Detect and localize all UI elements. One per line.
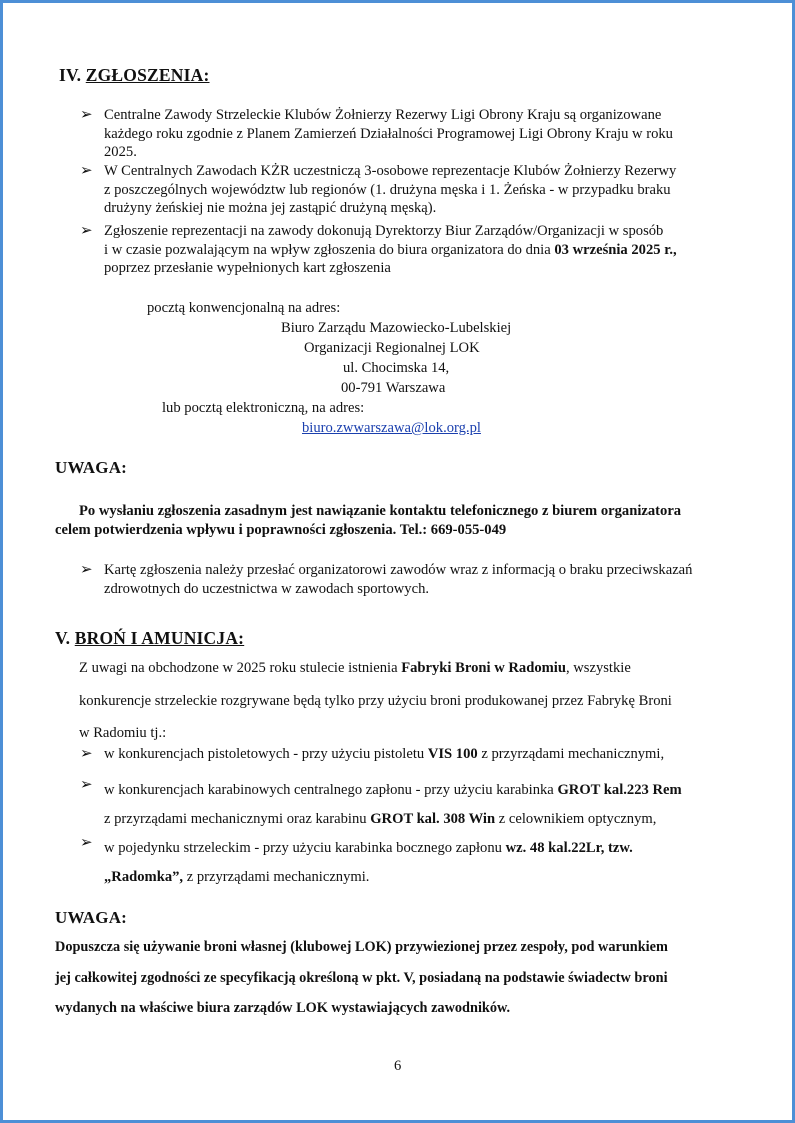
mail-intro: pocztą konwencjonalną na adres: [147,300,341,316]
section-5-bullet-2 [104,776,764,834]
section-4-heading [59,65,210,86]
bullet-arrow-icon: ➢ [80,746,93,762]
email-intro: lub pocztą elektroniczną, na adres: [162,400,365,416]
bullet-line: drużyny żeńskiej nie można jej zastąpić drużyną męską). [104,200,437,217]
section-4-title: ZGŁOSZENIA: [85,65,210,85]
section-4-number: IV. [59,65,82,85]
deadline-date: 03 września 2025 r., [554,241,677,258]
bullet-line [104,863,764,892]
note-2-line-2: jej całkowitej zgodności ze specyfikacją określoną w pkt. V, posiadaną na podstawie świadectw broni [55,969,668,986]
note-1-title: UWAGA: [55,458,128,477]
bullet-line: Centralne Zawody Strzeleckie Klubów Żołnierzy Rezerwy Ligi Obrony Kraju są organizowane [104,107,662,123]
bullet-line: zdrowotnych do uczestnictwa w zawodach sportowych. [104,580,430,597]
bullet-text: i w czasie pozwalającym na wpływ zgłoszenia do biura organizatora do dnia [104,241,555,258]
bullet-text: w konkurencjach pistoletowych - przy użyciu pistoletu [104,746,428,762]
intro-text: , wszystkie [565,660,631,676]
address-line-4: 00-791 Warszawa [341,380,446,396]
intro-text: Z uwagi na obchodzone w 2025 roku stulecie istnienia [79,660,402,676]
bullet-line: 2025. [104,144,137,161]
weapon-nickname: „Radomka”, [104,869,184,885]
note-1-line-1: Po wysłaniu zgłoszenia zasadnym jest nawiązanie kontaktu telefonicznego z biurem organizatora [79,503,682,519]
intro-line-2: konkurencje strzeleckie rozgrywane będą tylko przy użyciu broni produkowanej przez Fabrykę Broni [79,692,672,709]
bullet-text: w pojedynku strzeleckim - przy użyciu karabinka bocznego zapłonu [104,840,506,856]
section-5-bullet-3 [104,834,764,892]
bullet-line [104,805,764,834]
bullet-line: W Centralnych Zawodach KŻR uczestniczą 3-osobowe reprezentacje Klubów Żołnierzy Rezerwy [104,163,677,179]
section-5-intro [79,652,759,750]
bullet-arrow-icon: ➢ [80,223,93,239]
bullet-arrow-icon: ➢ [80,777,93,793]
page-number: 6 [394,1058,402,1074]
bullet-line [104,834,764,863]
section-5-number: V. [55,628,71,648]
note-1-bullet [104,561,764,598]
address-line-3: ul. Chocimska 14, [343,360,450,376]
section-5-title: BROŃ I AMUNICJA: [74,628,245,648]
bullet-line: Kartę zgłoszenia należy przesłać organizatorowi zawodów wraz z informacją o braku przeciwskazań [104,562,693,578]
note-2-line-1: Dopuszcza się używanie broni własnej (klubowej LOK) przywiezionej przez zespoły, pod warunkiem [55,939,668,955]
intro-factory: Fabryki Broni w Radomiu [401,660,566,676]
bullet-line: poprzez przesłanie wypełnionych kart zgłoszenia [104,260,391,277]
bullet-line: z poszczególnych województw lub regionów (1. drużyna męska i 1. Żeńska - w przypadku braku [104,181,671,198]
note-1-line-2: celem potwierdzenia wpływu i poprawności zgłoszenia. Tel.: 669-055-049 [55,522,507,538]
bullet-arrow-icon: ➢ [80,562,93,578]
section-5-heading [55,628,244,649]
bullet-text: w konkurencjach karabinowych centralnego zapłonu - przy użyciu karabinka [104,782,558,798]
intro-line-1 [79,652,759,685]
weapon-name: GROT kal.223 Rem [557,782,682,798]
note-2-body [55,932,775,1024]
weapon-name: VIS 100 [427,746,478,762]
weapon-name: GROT kal. 308 Win [370,811,496,827]
bullet-arrow-icon: ➢ [80,107,93,123]
intro-line-3: w Radomiu tj.: [79,725,167,741]
bullet-text: z przyrządami mechanicznymi, [477,746,665,762]
bullet-text: z przyrządami mechanicznymi. [183,869,370,885]
address-line-2: Organizacji Regionalnej LOK [304,340,480,356]
section-5-bullet-1 [104,745,664,764]
bullet-line: Zgłoszenie reprezentacji na zawody dokonują Dyrektorzy Biur Zarządów/Organizacji w sposób [104,223,664,239]
section-4-bullet-2 [104,162,744,218]
address-line-1: Biuro Zarządu Mazowiecko-Lubelskiej [281,320,512,336]
section-4-bullet-3 [104,222,754,278]
note-2-line-3: wydanych na właściwe biura zarządów LOK wystawiających zawodników. [55,1000,511,1016]
bullet-arrow-icon: ➢ [80,163,93,179]
section-4-bullet-1 [104,106,744,162]
bullet-line [104,241,754,260]
bullet-line: każdego roku zgodnie z Planem Zamierzeń Działalności Programowej Ligi Obrony Kraju w roku [104,125,673,142]
note-2-title: UWAGA: [55,908,128,927]
weapon-name: wz. 48 kal.22Lr, tzw. [505,840,633,856]
bullet-text: z przyrządami mechanicznymi oraz karabinu [104,811,371,827]
bullet-text: z celownikiem optycznym, [495,811,657,827]
email-link[interactable]: biuro.zwwarszawa@lok.org.pl [302,420,481,436]
bullet-line [104,776,764,805]
bullet-arrow-icon: ➢ [80,835,93,851]
